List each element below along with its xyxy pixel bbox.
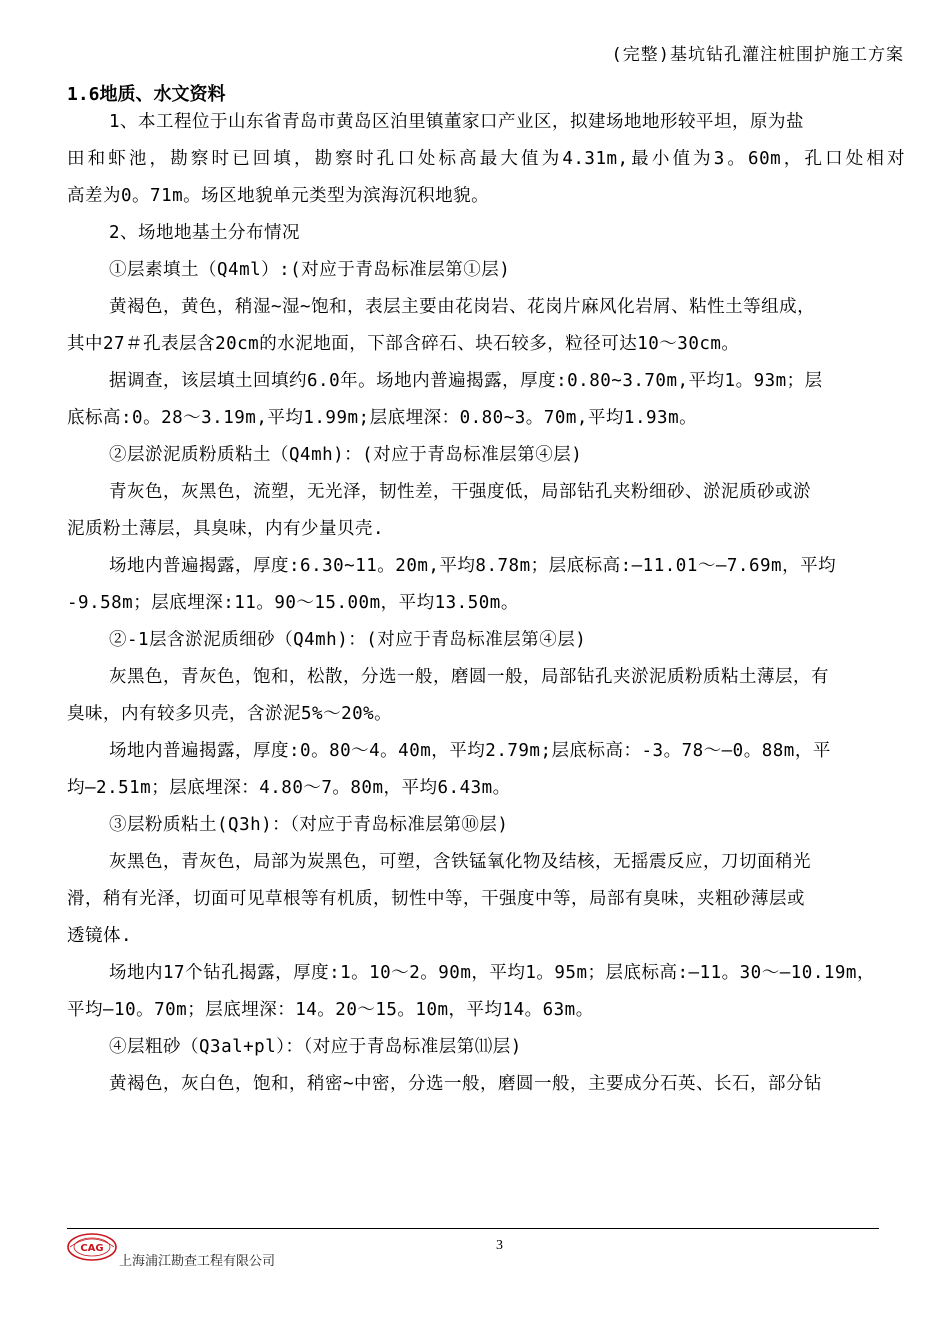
company-name: 上海浦江勘查工程有限公司 <box>119 1254 276 1269</box>
paragraph-line: 田和虾池，勘察时已回填，勘察时孔口处标高最大值为4.31m,最小值为3。60m，孔口处相对 <box>67 149 905 169</box>
paragraph-line: 底标高:0。28～3.19m,平均1.99m;层底埋深：0.80~3。70m,平均1.93m。 <box>67 408 698 428</box>
page-number: 3 <box>496 1238 503 1253</box>
paragraph-line: -9.58m；层底埋深:11。90～15.00m，平均13.50m。 <box>67 593 519 613</box>
layer-heading: ①层素填土（Q4ml）:(对应于青岛标准层第①层) <box>109 260 511 280</box>
paragraph-line: 据调查，该层填土回填约6.0年。场地内普遍揭露，厚度:0.80~3.70m,平均1。93m；层 <box>109 371 823 391</box>
footer-divider <box>67 1228 879 1229</box>
layer-heading: ④层粗砂（Q3al+pl）：（对应于青岛标准层第⑾层) <box>109 1037 522 1057</box>
section-title: 1.6地质、水文资料 <box>67 84 226 105</box>
paragraph-line: 平均—10。70m；层底埋深：14。20～15。10m，平均14。63m。 <box>67 1000 594 1020</box>
logo-lettering: CAG <box>80 1243 104 1254</box>
paragraph-line: 灰黑色，青灰色，饱和，松散，分选一般，磨圆一般，局部钻孔夹淤泥质粉质粘土薄层，有 <box>109 667 829 687</box>
paragraph-line: 滑，稍有光泽，切面可见草根等有机质，韧性中等，干强度中等，局部有臭味，夹粗砂薄层或 <box>67 889 805 909</box>
document-header-title: (完整)基坑钻孔灌注桩围护施工方案 <box>611 45 904 65</box>
paragraph-line: 其中27＃孔表层含20cm的水泥地面，下部含碎石、块石较多，粒径可达10～30cm。 <box>67 334 740 354</box>
company-logo <box>66 1230 118 1264</box>
paragraph-line: 臭味，内有较多贝壳，含淤泥5%～20%。 <box>67 704 393 724</box>
body-content <box>67 112 905 1111</box>
layer-heading: ②-1层含淤泥质细砂（Q4mh)：(对应于青岛标准层第④层) <box>109 630 587 650</box>
subsection-heading: 2、场地地基土分布情况 <box>109 223 301 243</box>
paragraph-line: 高差为0。71m。场区地貌单元类型为滨海沉积地貌。 <box>67 186 490 206</box>
paragraph-line: 泥质粉土薄层，具臭味，内有少量贝壳. <box>67 519 385 539</box>
layer-heading: ②层淤泥质粉质粘土（Q4mh)：(对应于青岛标准层第④层) <box>109 445 583 465</box>
paragraph-line: 场地内普遍揭露，厚度:0。80～4。40m，平均2.79m;层底标高：-3。78～—0。88m，平 <box>109 741 831 761</box>
paragraph-line: 均—2.51m；层底埋深：4.80～7。80m，平均6.43m。 <box>67 778 511 798</box>
paragraph-line: 透镜体. <box>67 926 133 946</box>
layer-heading: ③层粉质粘土(Q3h)：（对应于青岛标准层第⑩层) <box>109 815 509 835</box>
paragraph-line: 黄褐色，黄色，稍湿~湿~饱和，表层主要由花岗岩、花岗片麻风化岩屑、粘性土等组成， <box>109 297 816 317</box>
paragraph-line: 1、本工程位于山东省青岛市黄岛区泊里镇董家口产业区，拟建场地地形较平坦，原为盐 <box>109 112 805 132</box>
paragraph-line: 灰黑色，青灰色，局部为炭黑色，可塑，含铁锰氧化物及结核，无摇震反应，刀切面稍光 <box>109 852 811 872</box>
paragraph-line: 场地内17个钻孔揭露，厚度:1。10～2。90m，平均1。95m；层底标高:—11。30～—10.19m， <box>109 963 875 983</box>
paragraph-line: 青灰色，灰黑色，流塑，无光泽，韧性差，干强度低，局部钻孔夹粉细砂、淤泥质砂或淤 <box>109 482 811 502</box>
paragraph-line: 黄褐色，灰白色，饱和，稍密~中密，分选一般，磨圆一般，主要成分石英、长石，部分钻 <box>109 1074 823 1094</box>
paragraph-line: 场地内普遍揭露，厚度:6.30~11。20m,平均8.78m；层底标高:—11.01～—7.69m，平均 <box>109 556 837 576</box>
